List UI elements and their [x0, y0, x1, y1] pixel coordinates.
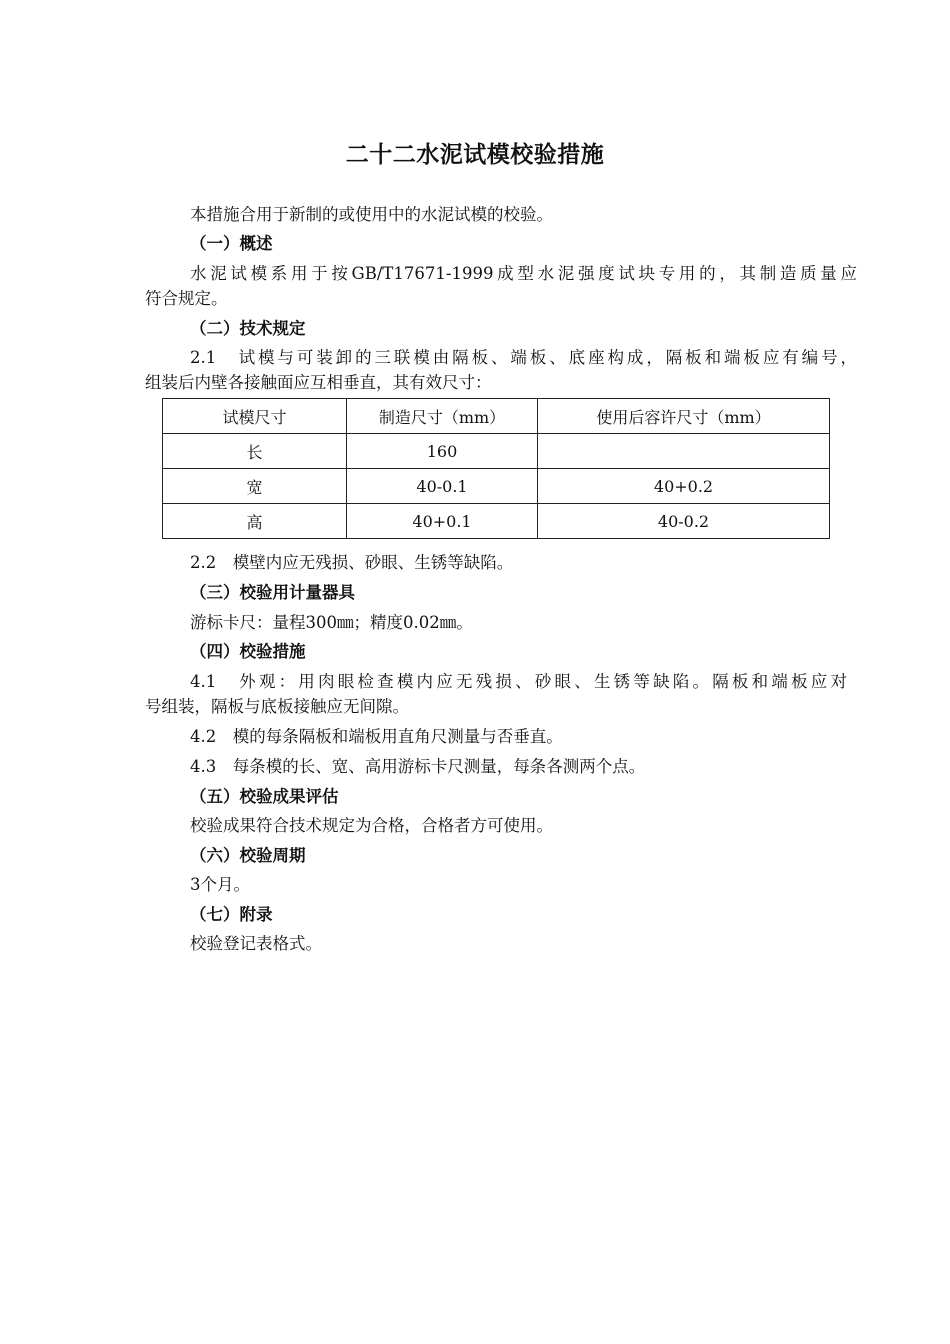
clause-2-2: 2.2 模壁内应无残损、砂眼、生锈等缺陷。 [190, 553, 514, 572]
table-header-cell: 使用后容许尺寸（mm） [538, 399, 830, 434]
section-5-paragraph: 校验成果符合技术规定为合格，合格者方可使用。 [190, 816, 553, 835]
table-cell: 40+0.2 [538, 469, 830, 504]
section-3-heading: （三）校验用计量器具 [190, 583, 355, 602]
table-cell: 高 [163, 504, 347, 539]
section-1-heading: （一）概述 [190, 234, 273, 253]
table-cell: 长 [163, 434, 347, 469]
clause-4-3: 4.3 每条模的长、宽、高用游标卡尺测量，每条各测两个点。 [190, 757, 646, 776]
clause-2-1-line1: 2.1 试模与可装卸的三联模由隔板、端板、底座构成，隔板和端板应有编号， [190, 348, 857, 367]
table-cell [538, 434, 830, 469]
table-row [163, 504, 830, 539]
section-2-heading: （二）技术规定 [190, 319, 306, 338]
section-1-paragraph-line1: 水泥试模系用于按GB/T17671-1999成型水泥强度试块专用的，其制造质量应 [190, 264, 857, 283]
clause-2-1-line2: 组装后内壁各接触面应互相垂直，其有效尺寸： [145, 373, 492, 392]
section-7-heading: （七）附录 [190, 905, 273, 924]
clause-4-1-line1: 4.1 外观：用肉眼检查模内应无残损、砂眼、生锈等缺陷。隔板和端板应对 [190, 672, 847, 691]
dimension-table [162, 398, 830, 539]
table-row [163, 434, 830, 469]
table-header-row [163, 399, 830, 434]
intro-paragraph: 本措施合用于新制的或使用中的水泥试模的校验。 [190, 205, 553, 224]
document-title: 二十二水泥试模校验措施 [345, 142, 605, 168]
section-4-heading: （四）校验措施 [190, 642, 306, 661]
table-header-cell: 试模尺寸 [163, 399, 347, 434]
table-cell: 40-0.2 [538, 504, 830, 539]
clause-4-1-line2: 号组装，隔板与底板接触应无间隙。 [145, 697, 409, 716]
section-6-paragraph: 3个月。 [190, 875, 250, 894]
section-7-paragraph: 校验登记表格式。 [190, 934, 322, 953]
section-5-heading: （五）校验成果评估 [190, 787, 339, 806]
table-cell: 宽 [163, 469, 347, 504]
table-cell: 40+0.1 [347, 504, 538, 539]
table-cell: 40-0.1 [347, 469, 538, 504]
section-3-paragraph: 游标卡尺：量程300㎜；精度0.02㎜。 [190, 613, 473, 632]
table-header-cell: 制造尺寸（mm） [347, 399, 538, 434]
table-cell: 160 [347, 434, 538, 469]
clause-4-2: 4.2 模的每条隔板和端板用直角尺测量与否垂直。 [190, 727, 563, 746]
section-1-paragraph-line2: 符合规定。 [145, 289, 228, 308]
table-row [163, 469, 830, 504]
section-6-heading: （六）校验周期 [190, 846, 306, 865]
